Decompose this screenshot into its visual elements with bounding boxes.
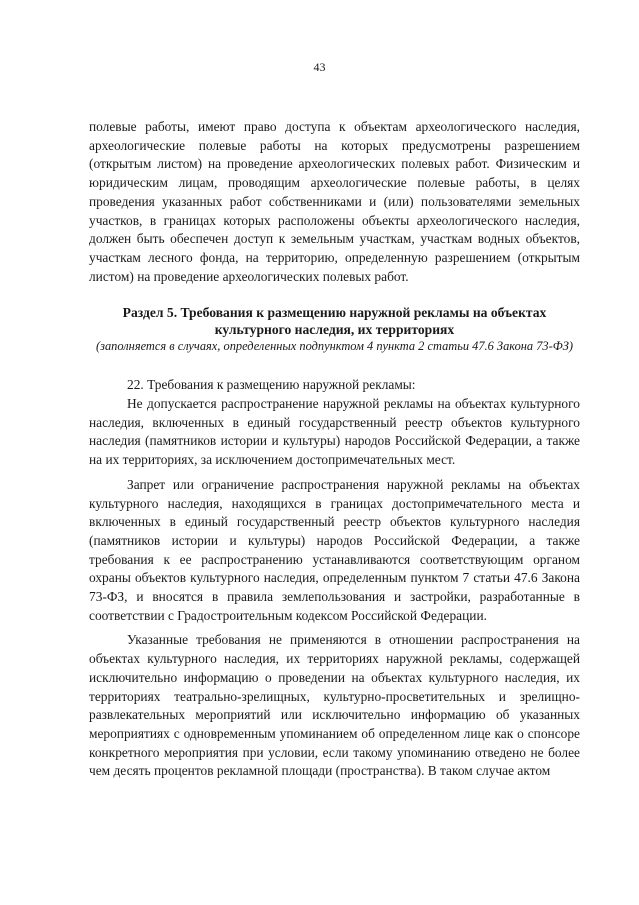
- page-content: [89, 118, 580, 781]
- item-22-paragraph-1: Не допускается распространение наружной рекламы на объектах культурного наследия, включенных в единый государственный реестр объектов культурного наследия (памятников истории и культуры) народов Российской Федерации, а также на их территориях, за исключением достопримечательных мест.: [89, 396, 580, 468]
- item-22-heading: 22. Требования к размещению наружной рекламы:: [127, 377, 416, 393]
- page-number: 43: [313, 60, 326, 74]
- item-22-paragraph-3: Указанные требования не применяются в отношении распространения на объектах культурного наследия, их территориях наружной рекламы, содержащей исключительно информацию о проведении на объектах культурного наследия, их территориях театрально-зрелищных, культурно-просветительных и зрелищно-развлекательных мероприятий или исключительно информацию об указанных мероприятиях с одновременным упоминанием об определенном лице как о спонсоре конкретного мероприятия при условии, если такому упоминанию отведено не более чем десять процентов рекламной площади (пространства). В таком случае актом: [89, 632, 580, 779]
- item-22-paragraph-2: Запрет или ограничение распространения наружной рекламы на объектах культурного наследия, находящихся в границах достопримечательного места и включенных в единый государственный реестр объектов культурного наследия (памятников истории и культуры) народов Российской Федерации, а также требования к ее распространению устанавливаются соответствующим органом охраны объектов культурного наследия, определенным пунктом 7 статьи 47.6 Закона 73-ФЗ, и вносятся в правила землепользования и застройки, разработанные в соответствии с Градостроительным кодексом Российской Федерации.: [89, 476, 580, 623]
- continued-paragraph: полевые работы, имеют право доступа к объектам археологического наследия, археологические полевые работы на которых предусмотрены разрешением (открытым листом) на проведение археологических полевых работ. Физическим и юридическим лицам, проводящим археологические полевые работы, в целях проведения указанных работ собственниками и (или) пользователями земельных участков, в границах которых расположены объекты археологического наследия, должен быть обеспечен доступ к земельным участкам, участкам водных объектов, участкам лесного фонда, на территорию, определенную разрешением (открытым листом) на проведение археологических полевых работ.: [89, 119, 580, 284]
- section-title: Раздел 5. Требования к размещению наружной рекламы на объектах культурного наследия, их территориях: [122, 305, 547, 338]
- section-note: (заполняется в случаях, определенных подпунктом 4 пункта 2 статьи 47.6 Закона 73-ФЗ): [96, 339, 573, 354]
